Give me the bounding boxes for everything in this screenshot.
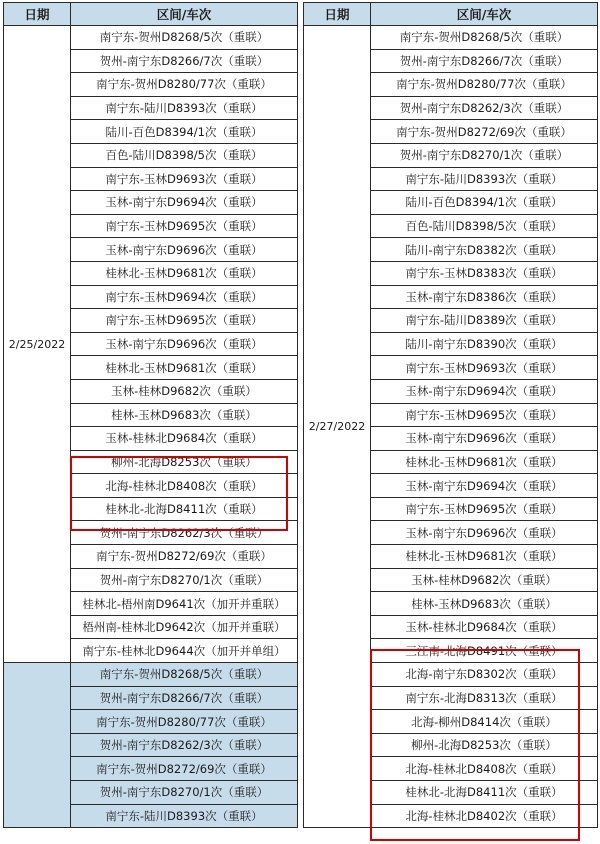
schedule-table-left (3, 2, 298, 828)
route-cell: 南宁东-贺州D8268/5次（重联） (71, 26, 298, 50)
date-cell: 2/27/2022 (304, 26, 371, 828)
route-cell: 柳州-北海D8253次（重联） (371, 733, 598, 757)
route-cell: 南宁东-玉林D9693次（重联） (71, 167, 298, 191)
route-cell: 玉林-南宁东D9694次（重联） (371, 474, 598, 498)
route-cell: 南宁东-贺州D8280/77次（重联） (71, 73, 298, 97)
route-cell: 南宁东-陆川D8393次（重联） (371, 167, 598, 191)
route-cell: 贺州-南宁东D8266/7次（重联） (71, 686, 298, 710)
route-cell: 玉林-南宁东D9696次（重联） (371, 427, 598, 451)
route-cell: 玉林-桂林北D9684次（重联） (71, 427, 298, 451)
route-cell: 陆川-百色D8394/1次（重联） (71, 120, 298, 144)
route-cell: 陆川-南宁东D8390次（重联） (371, 332, 598, 356)
route-cell: 柳州-北海D8253次（重联） (71, 450, 298, 474)
route-cell: 贺州-南宁东D8270/1次（重联） (71, 568, 298, 592)
route-cell: 玉林-桂林D9682次（重联） (371, 568, 598, 592)
route-cell: 玉林-桂林D9682次（重联） (71, 379, 298, 403)
route-cell: 玉林-南宁东D9696次（重联） (71, 238, 298, 262)
route-cell: 北海-桂林北D8408次（重联） (71, 474, 298, 498)
header-row (4, 3, 298, 26)
route-cell: 玉林-南宁东D8386次（重联） (371, 285, 598, 309)
route-cell: 桂林北-玉林D9681次（重联） (371, 545, 598, 569)
table-row (4, 663, 298, 687)
route-cell: 南宁东-贺州D8272/69次（重联） (371, 120, 598, 144)
route-cell: 贺州-南宁东D8262/3次（重联） (371, 96, 598, 120)
table-row (4, 26, 298, 50)
route-cell: 玉林-南宁东D9696次（重联） (71, 332, 298, 356)
route-cell: 三江南-北海D8491次（重联） (371, 639, 598, 663)
header-route: 区间/车次 (71, 3, 298, 26)
route-cell: 南宁东-玉林D9695次（重联） (371, 497, 598, 521)
date-cell (4, 663, 71, 828)
route-cell: 桂林北-梧州南D9641次（加开并重联） (71, 592, 298, 616)
route-cell: 南宁东-玉林D9694次（重联） (71, 285, 298, 309)
route-cell: 玉林-南宁东D9694次（重联） (371, 379, 598, 403)
route-cell: 贺州-南宁东D8266/7次（重联） (371, 49, 598, 73)
route-cell: 南宁东-贺州D8272/69次（重联） (71, 757, 298, 781)
route-cell: 南宁东-陆川D8389次（重联） (371, 309, 598, 333)
route-cell: 陆川-南宁东D8382次（重联） (371, 238, 598, 262)
table-row (304, 26, 598, 50)
route-cell: 南宁东-贺州D8280/77次（重联） (371, 73, 598, 97)
schedule-body-left (4, 26, 298, 828)
route-cell: 桂林北-北海D8411次（重联） (71, 497, 298, 521)
route-cell: 南宁东-桂林北D9644次（加开并单组） (71, 639, 298, 663)
route-cell: 南宁东-贺州D8280/77次（重联） (71, 710, 298, 734)
route-cell: 南宁东-玉林D9695次（重联） (71, 309, 298, 333)
header-date: 日期 (304, 3, 371, 26)
schedule-body-right (304, 26, 598, 828)
route-cell: 北海-桂林北D8402次（重联） (371, 804, 598, 828)
route-cell: 玉林-南宁东D9696次（重联） (371, 521, 598, 545)
header-route: 区间/车次 (371, 3, 598, 26)
route-cell: 贺州-南宁东D8270/1次（重联） (371, 143, 598, 167)
header-row (304, 3, 598, 26)
route-cell: 贺州-南宁东D8266/7次（重联） (71, 49, 298, 73)
schedule-table-right (303, 2, 598, 828)
header-date: 日期 (4, 3, 71, 26)
route-cell: 桂林-玉林D9683次（重联） (71, 403, 298, 427)
route-cell: 南宁东-贺州D8268/5次（重联） (71, 663, 298, 687)
route-cell: 桂林北-玉林D9681次（重联） (371, 450, 598, 474)
route-cell: 北海-桂林北D8408次（重联） (371, 757, 598, 781)
route-cell: 桂林北-玉林D9681次（重联） (71, 261, 298, 285)
route-cell: 北海-柳州D8414次（重联） (371, 710, 598, 734)
route-cell: 北海-南宁东D8302次（重联） (371, 663, 598, 687)
route-cell: 玉林-南宁东D9694次（重联） (71, 191, 298, 215)
route-cell: 陆川-百色D8394/1次（重联） (371, 191, 598, 215)
route-cell: 桂林-玉林D9683次（重联） (371, 592, 598, 616)
route-cell: 南宁东-陆川D8393次（重联） (71, 96, 298, 120)
route-cell: 南宁东-玉林D9693次（重联） (371, 356, 598, 380)
route-cell: 桂林北-北海D8411次（重联） (371, 781, 598, 805)
route-cell: 桂林北-玉林D9681次（重联） (71, 356, 298, 380)
route-cell: 南宁东-贺州D8272/69次（重联） (71, 545, 298, 569)
route-cell: 百色-陆川D8398/5次（重联） (371, 214, 598, 238)
route-cell: 贺州-南宁东D8262/3次（重联） (71, 521, 298, 545)
route-cell: 南宁东-玉林D9695次（重联） (371, 403, 598, 427)
route-cell: 玉林-桂林北D9684次（重联） (371, 615, 598, 639)
route-cell: 贺州-南宁东D8270/1次（重联） (71, 781, 298, 805)
route-cell: 百色-陆川D8398/5次（重联） (71, 143, 298, 167)
date-cell: 2/25/2022 (4, 26, 71, 663)
route-cell: 贺州-南宁东D8262/3次（重联） (71, 733, 298, 757)
route-cell: 南宁东-贺州D8268/5次（重联） (371, 26, 598, 50)
route-cell: 梧州南-桂林北D9642次（加开并重联） (71, 615, 298, 639)
route-cell: 南宁东-玉林D9695次（重联） (71, 214, 298, 238)
route-cell: 南宁东-玉林D8383次（重联） (371, 261, 598, 285)
route-cell: 南宁东-陆川D8393次（重联） (71, 804, 298, 828)
route-cell: 南宁东-北海D8313次（重联） (371, 686, 598, 710)
